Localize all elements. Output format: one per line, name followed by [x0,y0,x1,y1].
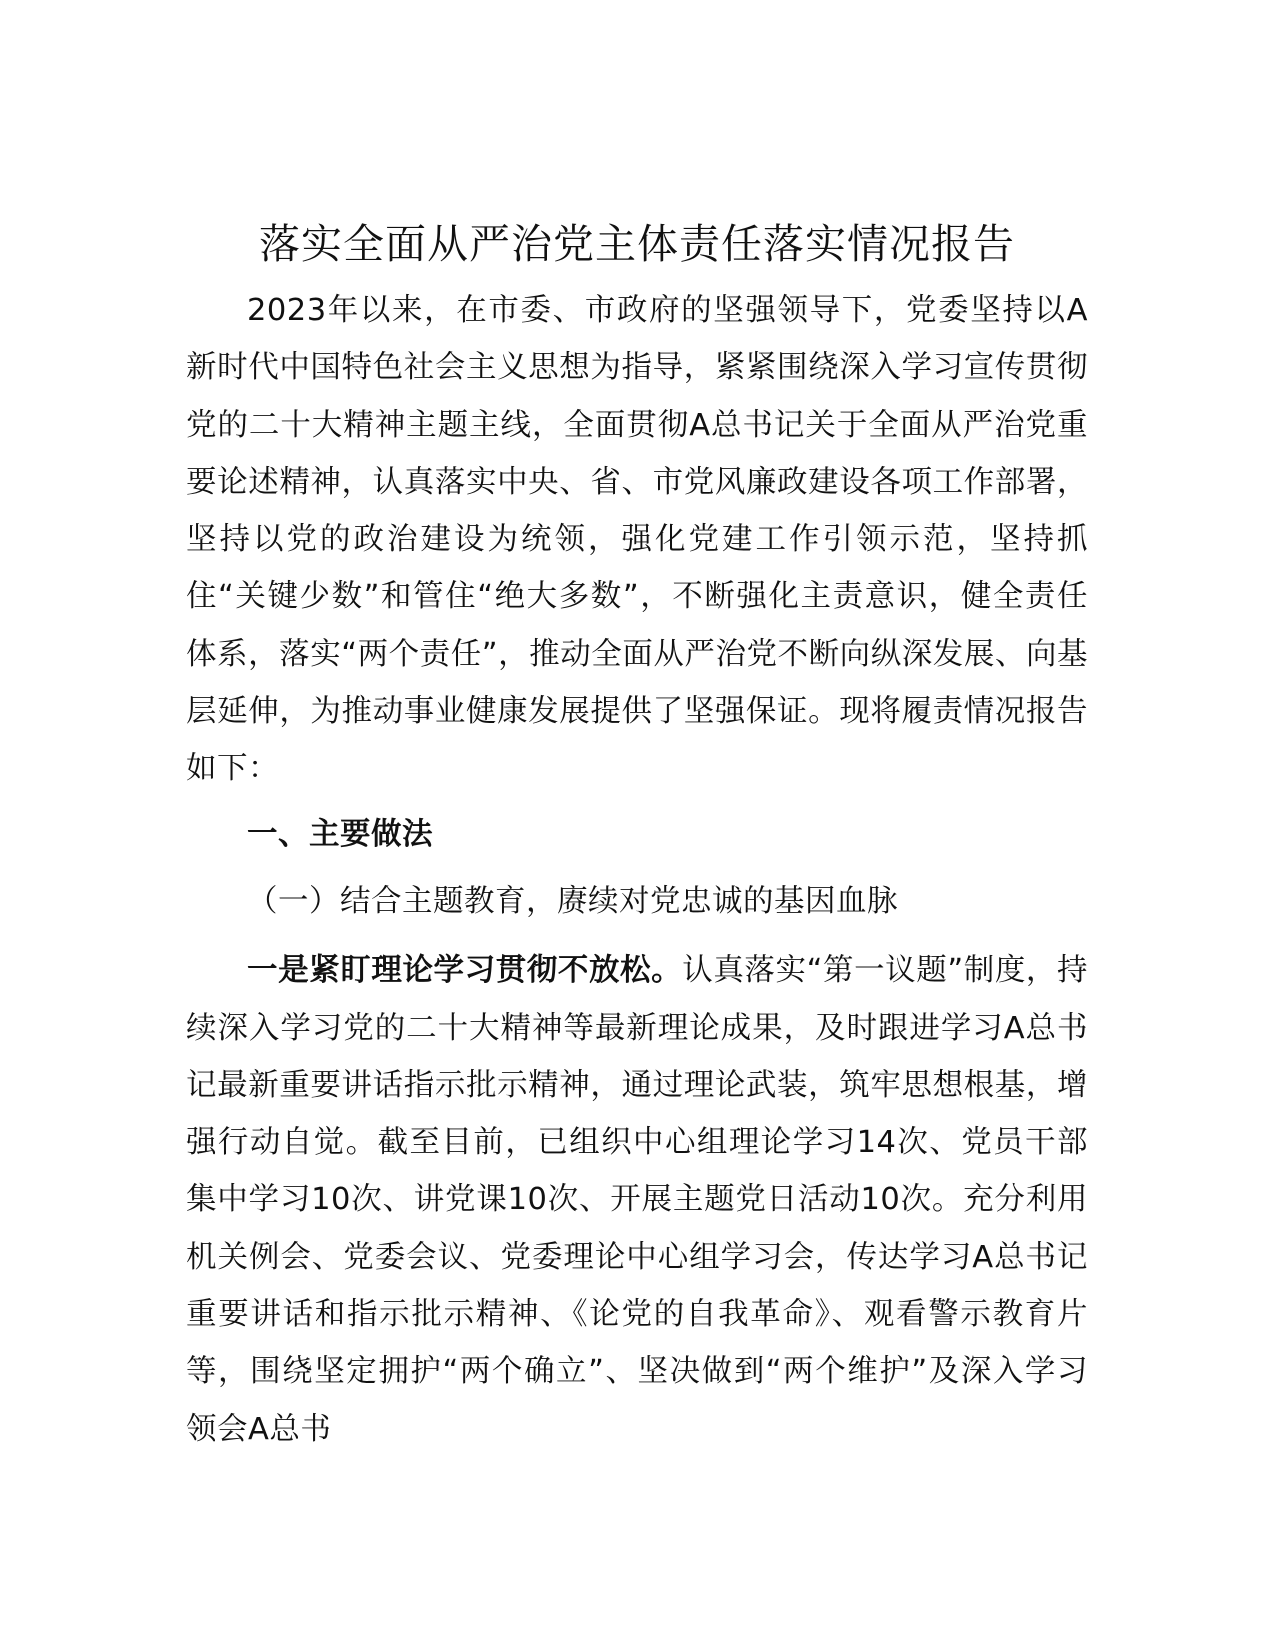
subsection-heading: （一）结合主题教育，赓续对党忠诚的基因血脉 [247,883,898,919]
body-paragraph [186,942,1088,1458]
document-title: 落实全面从严治党主体责任落实情况报告 [259,220,1015,268]
point-body: 认真落实“第一议题”制度，持续深入学习党的二十大精神等最新理论成果，及时跟进学习A总书记最新重要讲话指示批示精神，通过理论武装，筑牢思想根基，增强行动自觉。截至目前，已组织中心组理论学习14次、党员干部集中学习10次、讲党课10次、开展主题党日活动10次。充分利用机关例会、党委会议、党委理论中心组学习会，传达学习A总书记重要讲话和指示批示精神、《论党的自我革命》、观看警示教育片等，围绕坚定拥护“两个确立”、坚决做到“两个维护”及深入学习领会A总书 [186,953,1089,1447]
section-heading: 一、主要做法 [247,816,433,852]
document-body [186,210,1088,1458]
point-lead: 一是紧盯理论学习贯彻不放松。 [247,953,683,989]
intro-paragraph: 2023年以来，在市委、市政府的坚强领导下，党委坚持以A新时代中国特色社会主义思想为指导，紧紧围绕深入学习宣传贯彻党的二十大精神主题主线，全面贯彻A总书记关于全面从严治党重要论述精神，认真落实中央、省、市党风廉政建设各项工作部署，坚持以党的政治建设为统领，强化党建工作引领示范，坚持抓住“关键少数”和管住“绝大多数”，不断强化主责意识，健全责任体系，落实“两个责任”，推动全面从严治党不断向纵深发展、向基层延伸，为推动事业健康发展提供了坚强保证。现将履责情况报告如下： [186,293,1088,787]
